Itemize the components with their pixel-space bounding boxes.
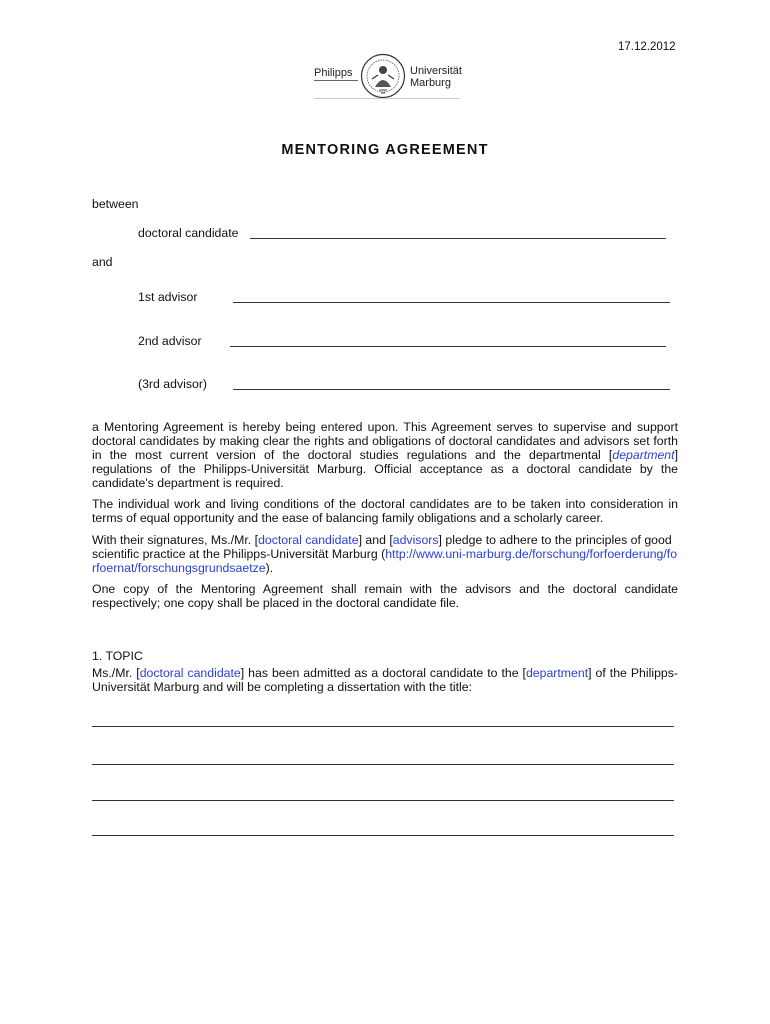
paragraph-signatures: With their signatures, Ms./Mr. [doctoral candidate] and [advisors] pledge to adhere to the principles of good scientific practice at the Philipps-Universität Marburg (http://www.uni-marburg.de/forschung/forfoerderung/forfoernat/forschungsgrundsaetze). (92, 533, 678, 575)
logo-underline (314, 80, 358, 81)
topic-doctoral-candidate-link[interactable]: doctoral candidate (139, 666, 241, 680)
third-advisor-label: (3rd advisor) (138, 377, 208, 391)
logo-baseline (314, 98, 460, 99)
paragraph-intro: a Mentoring Agreement is hereby being entered upon. This Agreement serves to supervise and support doctoral candidates by making clear the rights and obligations of doctoral candidates and advisors set forth in the most current version of the doctoral studies regulations and the departmental [department] regulations of the Philipps-Universität Marburg. Official acceptance as a doctoral candidate by the candidate's department is required. (92, 420, 678, 490)
third-advisor-field[interactable] (233, 389, 670, 390)
logo-word-marburg: Marburg (410, 77, 451, 89)
university-seal-icon (360, 53, 406, 99)
doctoral-candidate-link[interactable]: doctoral candidate (258, 533, 359, 547)
principles-url-link[interactable]: http://www.uni-marburg.de/forschung/forfoerderung/forfoernat/forschungsgrundsaetze (92, 547, 678, 575)
between-label: between (92, 197, 139, 211)
topic-department-link[interactable]: department (525, 666, 589, 680)
logo-word-philipps: Philipps (314, 67, 353, 79)
doctoral-candidate-label: doctoral candidate (138, 226, 239, 240)
section-1-heading: 1. TOPIC (92, 649, 143, 663)
logo-word-universitaet: Universität (410, 65, 462, 77)
and-label: and (92, 255, 113, 269)
document-date: 17.12.2012 (618, 41, 676, 53)
advisors-link[interactable]: advisors (392, 533, 439, 547)
paragraph-conditions: The individual work and living conditions of the doctoral candidates are to be taken into consideration in terms of equal opportunity and the ease of balancing family obligations and a scholarly career. (92, 497, 678, 525)
document-title: MENTORING AGREEMENT (281, 142, 489, 158)
dissertation-title-line-3[interactable] (92, 800, 674, 801)
doctoral-candidate-field[interactable] (250, 238, 666, 239)
dissertation-title-line-1[interactable] (92, 726, 674, 727)
first-advisor-label: 1st advisor (138, 290, 198, 304)
second-advisor-field[interactable] (230, 346, 666, 347)
dissertation-title-line-2[interactable] (92, 764, 674, 765)
university-logo (312, 52, 462, 102)
first-advisor-field[interactable] (233, 302, 670, 303)
paragraph-copies: One copy of the Mentoring Agreement shall remain with the advisors and the doctoral candidate respectively; one copy shall be placed in the doctoral candidate file. (92, 582, 678, 610)
second-advisor-label: 2nd advisor (138, 334, 202, 348)
department-link[interactable]: department (612, 448, 675, 462)
dissertation-title-line-4[interactable] (92, 835, 674, 836)
paragraph-topic: Ms./Mr. [doctoral candidate] has been admitted as a doctoral candidate to the [department] of the Philipps-Universität Marburg and will be completing a dissertation with the title: (92, 666, 678, 694)
